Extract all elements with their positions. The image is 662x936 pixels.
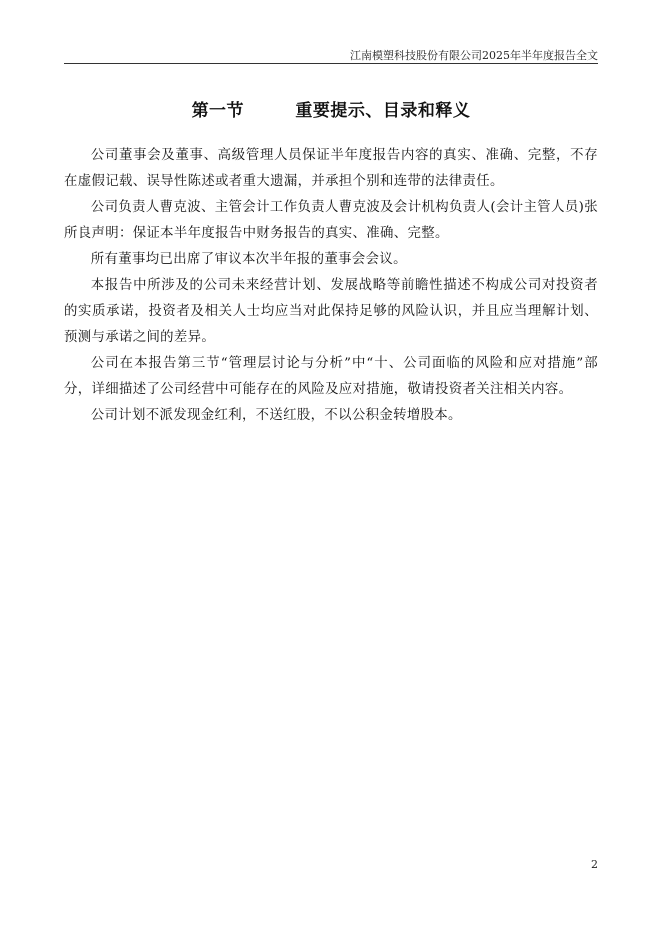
paragraph-directors-attendance: 所有董事均已出席了审议本次半年报的董事会会议。: [90, 252, 407, 267]
paragraph-dividend-plan: 公司计划不派发现金红利，不送红股，不以公积金转增股本。: [90, 408, 462, 423]
body-text: [64, 143, 598, 429]
paragraph-responsible-persons: 公司负责人曹克波、主管会计工作负责人曹克波及会计机构负责人(会计主管人员)张所良声明：保证本半年度报告中财务报告的真实、准确、完整。: [64, 200, 598, 241]
paragraph-board-guarantee: 公司董事会及董事、高级管理人员保证半年度报告内容的真实、准确、完整，不存在虚假记载、误导性陈述或者重大遗漏，并承担个别和连带的法律责任。: [64, 148, 598, 189]
page-number: 2: [591, 858, 598, 871]
paragraph-forward-looking: 本报告中所涉及的公司未来经营计划、发展战略等前瞻性描述不构成公司对投资者的实质承诺，投资者及相关人士均应当对此保持足够的风险认识，并且应当理解计划、预测与承诺之间的差异。: [64, 278, 598, 345]
paragraph-risk-reference: 公司在本报告第三节“管理层讨论与分析”中“十、公司面临的风险和应对措施”部分，详细描述了公司经营中可能存在的风险及应对措施，敬请投资者关注相关内容。: [64, 356, 598, 397]
running-header: 江南模塑科技股份有限公司2025年半年度报告全文: [350, 49, 598, 62]
section-title: 第一节 重要提示、目录和释义: [191, 101, 471, 121]
header-rule: [64, 63, 598, 64]
